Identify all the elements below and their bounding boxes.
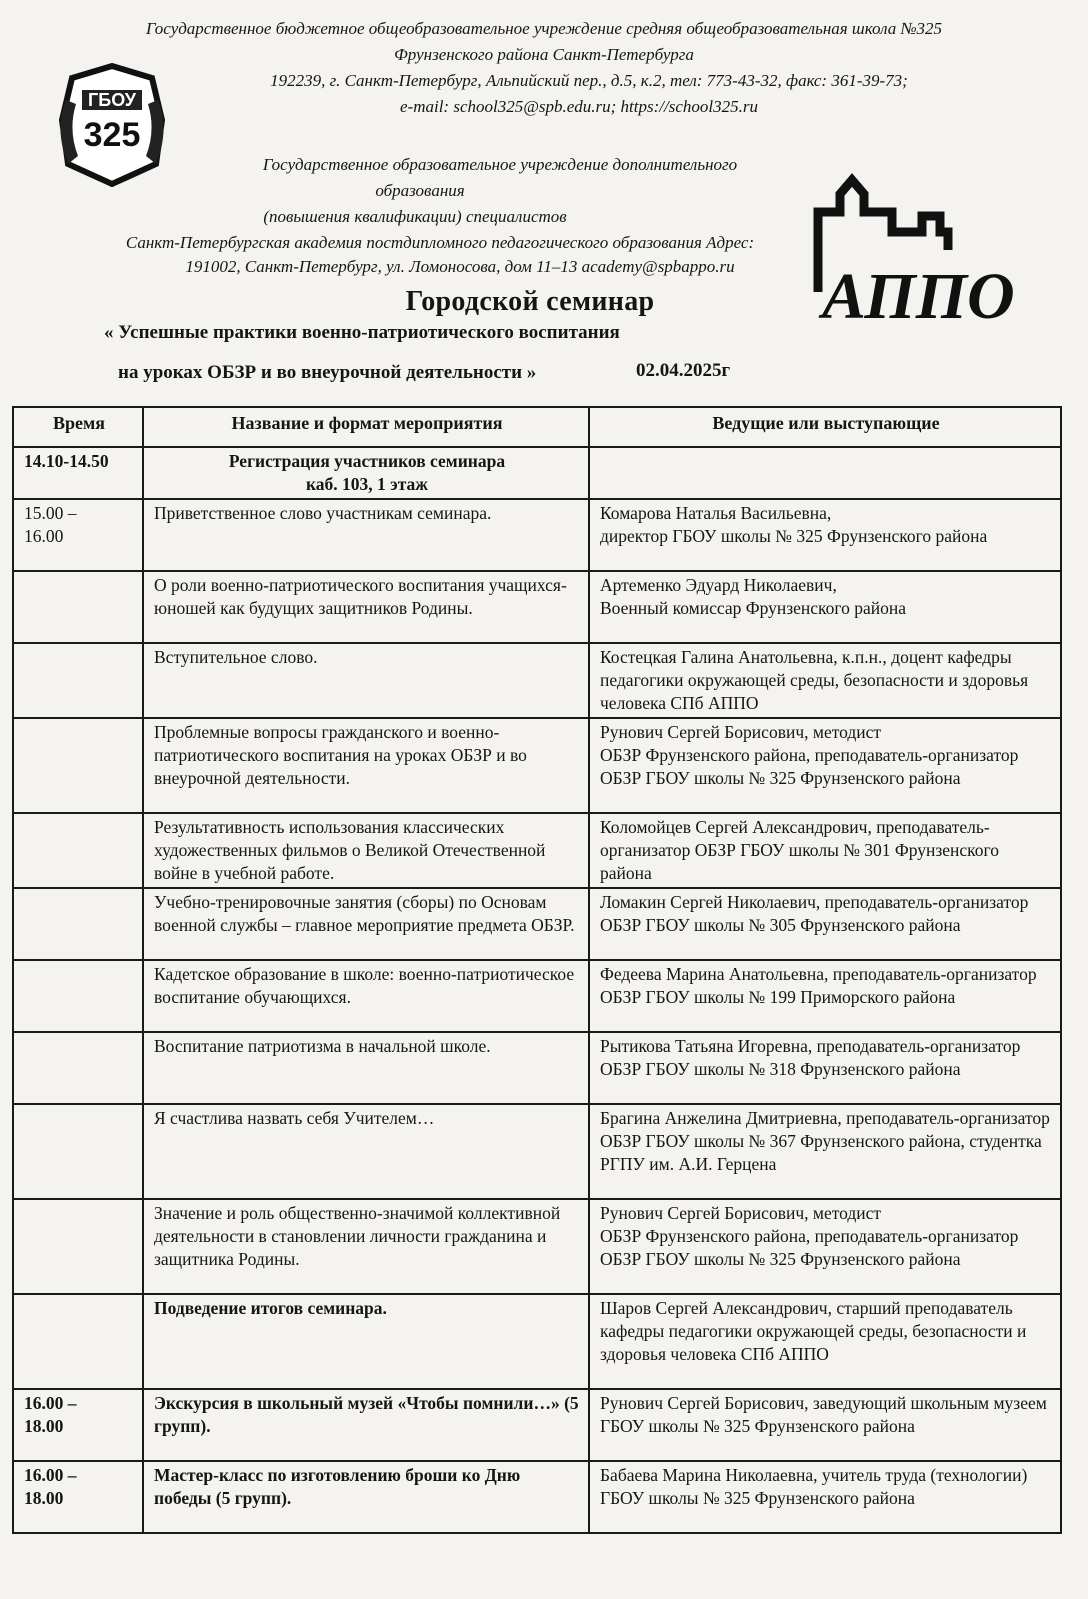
- event-cell: Я счастлива назвать себя Учителем…: [143, 1104, 589, 1199]
- event-cell: Кадетское образование в школе: военно-патриотическое воспитание обучающихся.: [143, 960, 589, 1032]
- academy-qualification-line: (повышения квалификации) специалистов: [263, 207, 567, 226]
- speaker-cell: Коломойцев Сергей Александрович, преподаватель-организатор ОБЗР ГБОУ школы № 301 Фрунзенского района: [589, 813, 1061, 888]
- header-speaker: Ведущие или выступающие: [589, 407, 1061, 447]
- table-row: [13, 813, 1061, 888]
- table-row: [13, 1294, 1061, 1389]
- speaker-cell: Рунович Сергей Борисович, методист ОБЗР Фрунзенского района, преподаватель-организатор ОБЗР ГБОУ школы № 325 Фрунзенского района: [589, 718, 1061, 813]
- page-title: Городской семинар: [405, 286, 655, 317]
- time-cell: [13, 1294, 143, 1389]
- time-cell: [13, 643, 143, 718]
- table-row: [13, 1389, 1061, 1461]
- table-header-row: [13, 407, 1061, 447]
- time-cell: [13, 1032, 143, 1104]
- time-cell: [13, 1199, 143, 1294]
- event-cell: Воспитание патриотизма в начальной школе.: [143, 1032, 589, 1104]
- time-cell: [13, 813, 143, 888]
- speaker-cell: Артеменко Эдуард Николаевич, Военный комиссар Фрунзенского района: [589, 571, 1061, 643]
- time-cell: [13, 718, 143, 813]
- time-cell: 16.00 – 18.00: [13, 1461, 143, 1533]
- speaker-cell: Бабаева Марина Николаевна, учитель труда (технологии) ГБОУ школы № 325 Фрунзенского района: [589, 1461, 1061, 1533]
- table-row: [13, 718, 1061, 813]
- time-cell: [13, 888, 143, 960]
- table-row: [13, 960, 1061, 1032]
- header-event: Название и формат мероприятия: [143, 407, 589, 447]
- table-row: [13, 888, 1061, 960]
- event-cell: Подведение итогов семинара.: [143, 1294, 589, 1389]
- event-cell: Результативность использования классических художественных фильмов о Великой Отечественной войне в учебной работе.: [143, 813, 589, 888]
- event-cell: Учебно-тренировочные занятия (сборы) по Основам военной службы – главное мероприятие предмета ОБЗР.: [143, 888, 589, 960]
- event-cell: Регистрация участников семинара каб. 103, 1 этаж: [143, 447, 589, 499]
- school-address-line: 192239, г. Санкт-Петербург, Альпийский пер., д.5, к.2, тел: 773-43-32, факс: 361-39-73;: [270, 71, 908, 90]
- table-row: [13, 643, 1061, 718]
- academy-name-line-2: образования: [375, 181, 465, 200]
- event-cell: Вступительное слово.: [143, 643, 589, 718]
- speaker-cell: Рунович Сергей Борисович, заведующий школьным музеем ГБОУ школы № 325 Фрунзенского района: [589, 1389, 1061, 1461]
- speaker-cell: [589, 447, 1061, 499]
- speaker-cell: Рытикова Татьяна Игоревна, преподаватель-организатор ОБЗР ГБОУ школы № 318 Фрунзенского района: [589, 1032, 1061, 1104]
- school-logo-top-text: ГБОУ: [88, 90, 136, 110]
- time-cell: 16.00 – 18.00: [13, 1389, 143, 1461]
- school-logo-number: 325: [83, 116, 141, 154]
- event-cell: Проблемные вопросы гражданского и военно-патриотического воспитания на уроках ОБЗР и во внеурочной деятельности.: [143, 718, 589, 813]
- speaker-cell: Шаров Сергей Александрович, старший преподаватель кафедры педагогики окружающей среды, безопасности и здоровья человека СПб АППО: [589, 1294, 1061, 1389]
- academy-full-name-line: Санкт-Петербургская академия постдипломного педагогического образования Адрес:: [125, 233, 755, 252]
- school-contacts-line: e-mail: school325@spb.edu.ru; https://school325.ru: [400, 97, 758, 116]
- time-cell: [13, 1104, 143, 1199]
- time-cell: 14.10-14.50: [13, 447, 143, 499]
- speaker-cell: Брагина Анжелина Дмитриевна, преподаватель-организатор ОБЗР ГБОУ школы № 367 Фрунзенского района, студентка РГПУ им. А.И. Герцена: [589, 1104, 1061, 1199]
- event-cell: Экскурсия в школьный музей «Чтобы помнили…» (5 групп).: [143, 1389, 589, 1461]
- school-name-line: Государственное бюджетное общеобразовательное учреждение средняя общеобразовательная школа №325: [145, 19, 943, 38]
- speaker-cell: Костецкая Галина Анатольевна, к.п.н., доцент кафедры педагогики окружающей среды, безопасности и здоровья человека СПб АППО: [589, 643, 1061, 718]
- table-row: [13, 447, 1061, 499]
- academy-address-line: 191002, Санкт-Петербург, ул. Ломоносова, дом 11–13 academy@spbappo.ru: [185, 257, 735, 276]
- program-table: [12, 406, 1062, 1534]
- table-row: [13, 499, 1061, 571]
- school-district-line: Фрунзенского района Санкт-Петербурга: [394, 45, 694, 64]
- event-cell: Мастер-класс по изготовлению броши ко Дню победы (5 групп).: [143, 1461, 589, 1533]
- speaker-cell: Рунович Сергей Борисович, методист ОБЗР Фрунзенского района, преподаватель-организатор ОБЗР ГБОУ школы № 325 Фрунзенского района: [589, 1199, 1061, 1294]
- seminar-topic-line-2: на уроках ОБЗР и во внеурочной деятельности »: [118, 362, 537, 383]
- event-cell: О роли военно-патриотического воспитания учащихся-юношей как будущих защитников Родины.: [143, 571, 589, 643]
- seminar-topic-line-1: « Успешные практики военно-патриотического воспитания: [104, 322, 620, 343]
- time-cell: 15.00 – 16.00: [13, 499, 143, 571]
- seminar-date: 02.04.2025г: [636, 360, 731, 381]
- speaker-cell: Ломакин Сергей Николаевич, преподаватель-организатор ОБЗР ГБОУ школы № 305 Фрунзенского района: [589, 888, 1061, 960]
- time-cell: [13, 960, 143, 1032]
- speaker-cell: Федеева Марина Анатольевна, преподаватель-организатор ОБЗР ГБОУ школы № 199 Приморского района: [589, 960, 1061, 1032]
- speaker-cell: Комарова Наталья Васильевна, директор ГБОУ школы № 325 Фрунзенского района: [589, 499, 1061, 571]
- event-cell: Приветственное слово участникам семинара.: [143, 499, 589, 571]
- header-time: Время: [13, 407, 143, 447]
- event-cell: Значение и роль общественно-значимой коллективной деятельности в становлении личности гражданина и защитника Родины.: [143, 1199, 589, 1294]
- table-row: [13, 1199, 1061, 1294]
- academy-logo-text: АППО: [822, 260, 1015, 332]
- table-row: [13, 1032, 1061, 1104]
- program-table-body: [13, 447, 1061, 1533]
- table-row: [13, 1104, 1061, 1199]
- table-row: [13, 1461, 1061, 1533]
- table-row: [13, 571, 1061, 643]
- academy-name-line: Государственное образовательное учреждение дополнительного: [262, 155, 738, 174]
- time-cell: [13, 571, 143, 643]
